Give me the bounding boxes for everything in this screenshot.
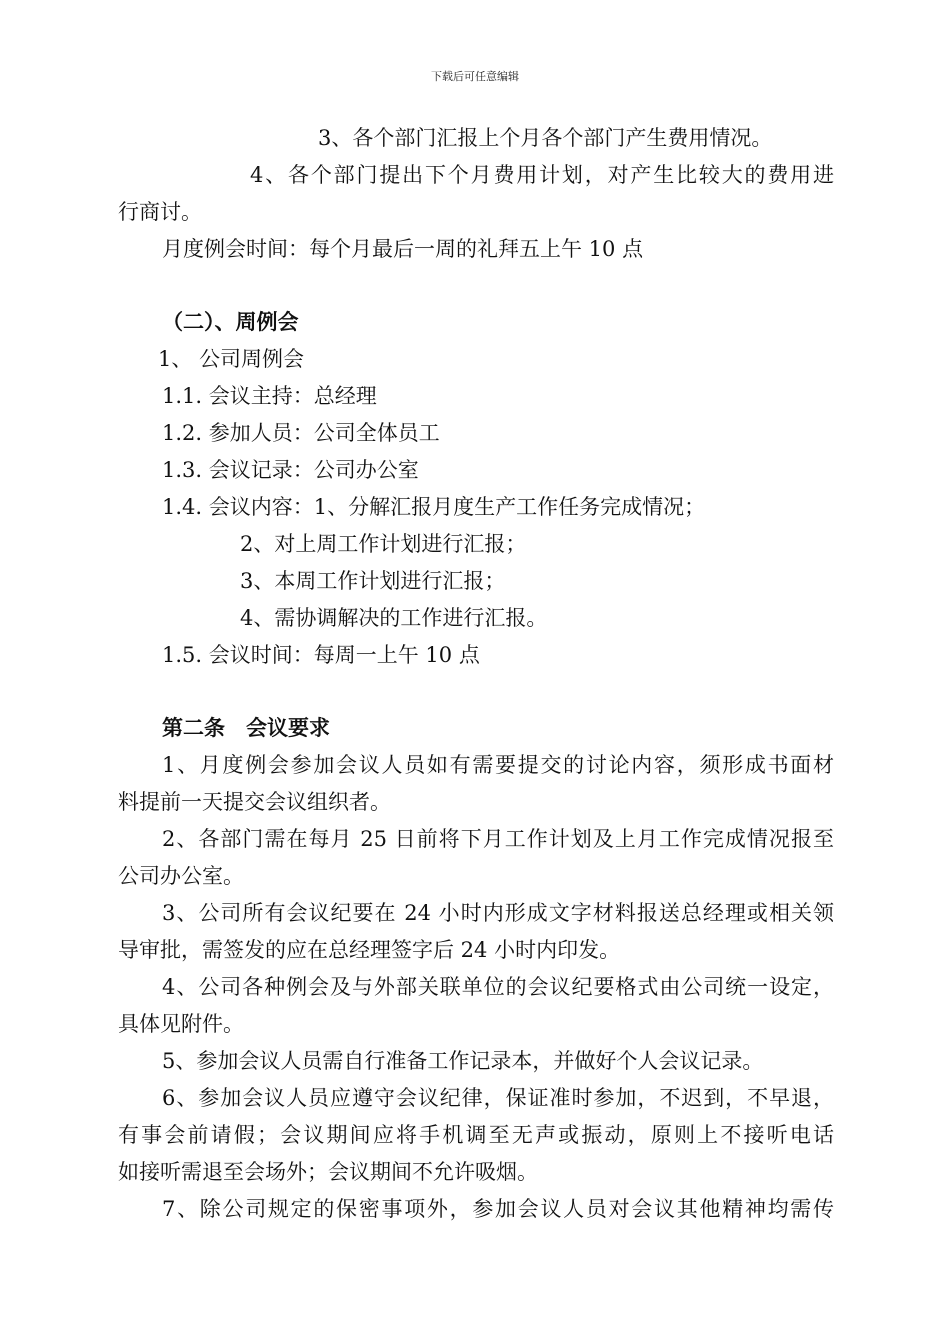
paragraph-gap	[118, 268, 834, 304]
paragraph-line: 3、各个部门汇报上个月各个部门产生费用情况。	[318, 126, 773, 150]
paragraph-gap	[118, 674, 834, 710]
paragraph-line: 导审批，需签发的应在总经理签字后 24 小时内印发。	[118, 938, 621, 962]
paragraph-line: 行商讨。	[118, 200, 202, 224]
paragraph-line: 公司办公室。	[118, 864, 244, 888]
paragraph-line: 具体见附件。	[118, 1012, 244, 1036]
paragraph-line: 有事会前请假；会议期间应将手机调至无声或振动，原则上不接听电话	[118, 1123, 834, 1147]
paragraph-line: 4、各个部门提出下个月费用计划，对产生比较大的费用进	[250, 163, 834, 187]
paragraph-line: 6、参加会议人员应遵守会议纪律，保证准时参加，不迟到，不早退，	[162, 1086, 834, 1110]
paragraph-line: 3、公司所有会议纪要在 24 小时内形成文字材料报送总经理或相关领	[162, 901, 834, 925]
list-item: 1.3. 会议记录：公司办公室	[162, 458, 419, 482]
list-item: 3、本周工作计划进行汇报；	[240, 569, 506, 593]
list-item: 1.1. 会议主持：总经理	[162, 384, 377, 408]
list-item: 1、 公司周例会	[158, 347, 305, 371]
paragraph-line: 4、公司各种例会及与外部关联单位的会议纪要格式由公司统一设定，	[162, 975, 834, 999]
section-heading: 第二条 会议要求	[162, 716, 330, 740]
paragraph-line: 月度例会时间：每个月最后一周的礼拜五上午 10 点	[162, 237, 644, 261]
document-body	[118, 120, 834, 1228]
list-item: 1.5. 会议时间：每周一上午 10 点	[162, 643, 480, 667]
paragraph-line: 料提前一天提交会议组织者。	[118, 790, 391, 814]
paragraph-line: 1、月度例会参加会议人员如有需要提交的讨论内容，须形成书面材	[162, 753, 834, 777]
list-item: 2、对上周工作计划进行汇报；	[240, 532, 527, 556]
list-item: 4、需协调解决的工作进行汇报。	[240, 606, 548, 630]
list-item: 1.2. 参加人员：公司全体员工	[162, 421, 440, 445]
paragraph-line: 5、参加会议人员需自行准备工作记录本，并做好个人会议记录。	[162, 1049, 764, 1073]
paragraph-line: 如接听需退至会场外；会议期间不允许吸烟。	[118, 1160, 538, 1184]
paragraph-line: 2、各部门需在每月 25 日前将下月工作计划及上月工作完成情况报至	[162, 827, 834, 851]
section-heading: （二）、周例会	[162, 310, 299, 334]
paragraph-line: 7、除公司规定的保密事项外，参加会议人员对会议其他精神均需传	[162, 1197, 834, 1221]
page-header-note: 下载后可任意编辑	[431, 70, 519, 83]
list-item: 1.4. 会议内容：1、分解汇报月度生产工作任务完成情况；	[162, 495, 706, 519]
